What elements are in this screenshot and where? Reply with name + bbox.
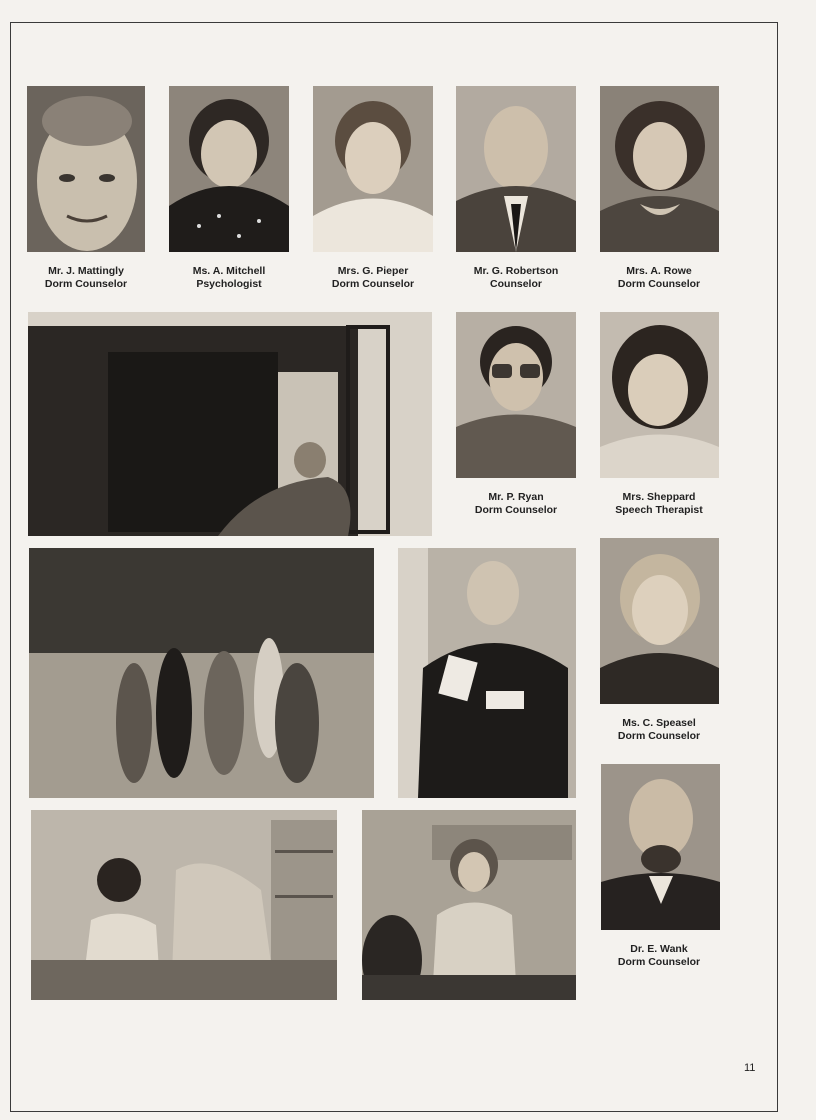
caption-pieper [298,265,448,290]
portrait-photo-wank [601,764,720,930]
portrait-photo-ryan [456,312,576,478]
portrait-photo-rowe [600,86,719,252]
staff-name: Dr. E. Wank [630,943,688,955]
staff-name: Ms. C. Speasel [622,717,696,729]
staff-title: Dorm Counselor [474,503,558,516]
caption-wank [584,943,734,968]
staff-name: Mrs. G. Pieper [337,265,409,277]
candid-photo-woman-seated [362,810,576,1000]
caption-ryan [441,491,591,516]
portrait-photo-sheppard [600,312,719,478]
candid-photo-group-outdoors [29,548,374,798]
portrait-photo-mattingly [27,86,145,252]
staff-title: Dorm Counselor [331,277,415,290]
staff-name: Ms. A. Mitchell [192,265,266,277]
staff-name: Mr. J. Mattingly [48,265,124,277]
candid-photo-window [28,312,432,536]
staff-title: Dorm Counselor [617,277,701,290]
caption-sheppard [584,491,734,516]
staff-title: Dorm Counselor [617,729,701,742]
candid-photo-office [31,810,337,1000]
staff-name: Mrs. A. Rowe [626,265,692,277]
candid-photo-man-reading [398,548,576,798]
staff-name: Mr. G. Robertson [473,265,559,277]
page-number: 11 [744,1062,756,1074]
portrait-photo-pieper [313,86,433,252]
portrait-photo-mitchell [169,86,289,252]
staff-title: Dorm Counselor [617,955,701,968]
staff-title: Counselor [490,277,542,290]
staff-name: Mrs. Sheppard [622,491,696,503]
caption-speasel [584,717,734,742]
portrait-photo-robertson [456,86,576,252]
caption-mitchell [154,265,304,290]
staff-name: Mr. P. Ryan [488,491,544,503]
portrait-photo-speasel [600,538,719,704]
staff-title: Dorm Counselor [44,277,128,290]
staff-title: Psychologist [196,277,262,290]
caption-robertson [441,265,591,290]
caption-mattingly [11,265,161,290]
staff-title: Speech Therapist [615,503,703,516]
caption-rowe [584,265,734,290]
